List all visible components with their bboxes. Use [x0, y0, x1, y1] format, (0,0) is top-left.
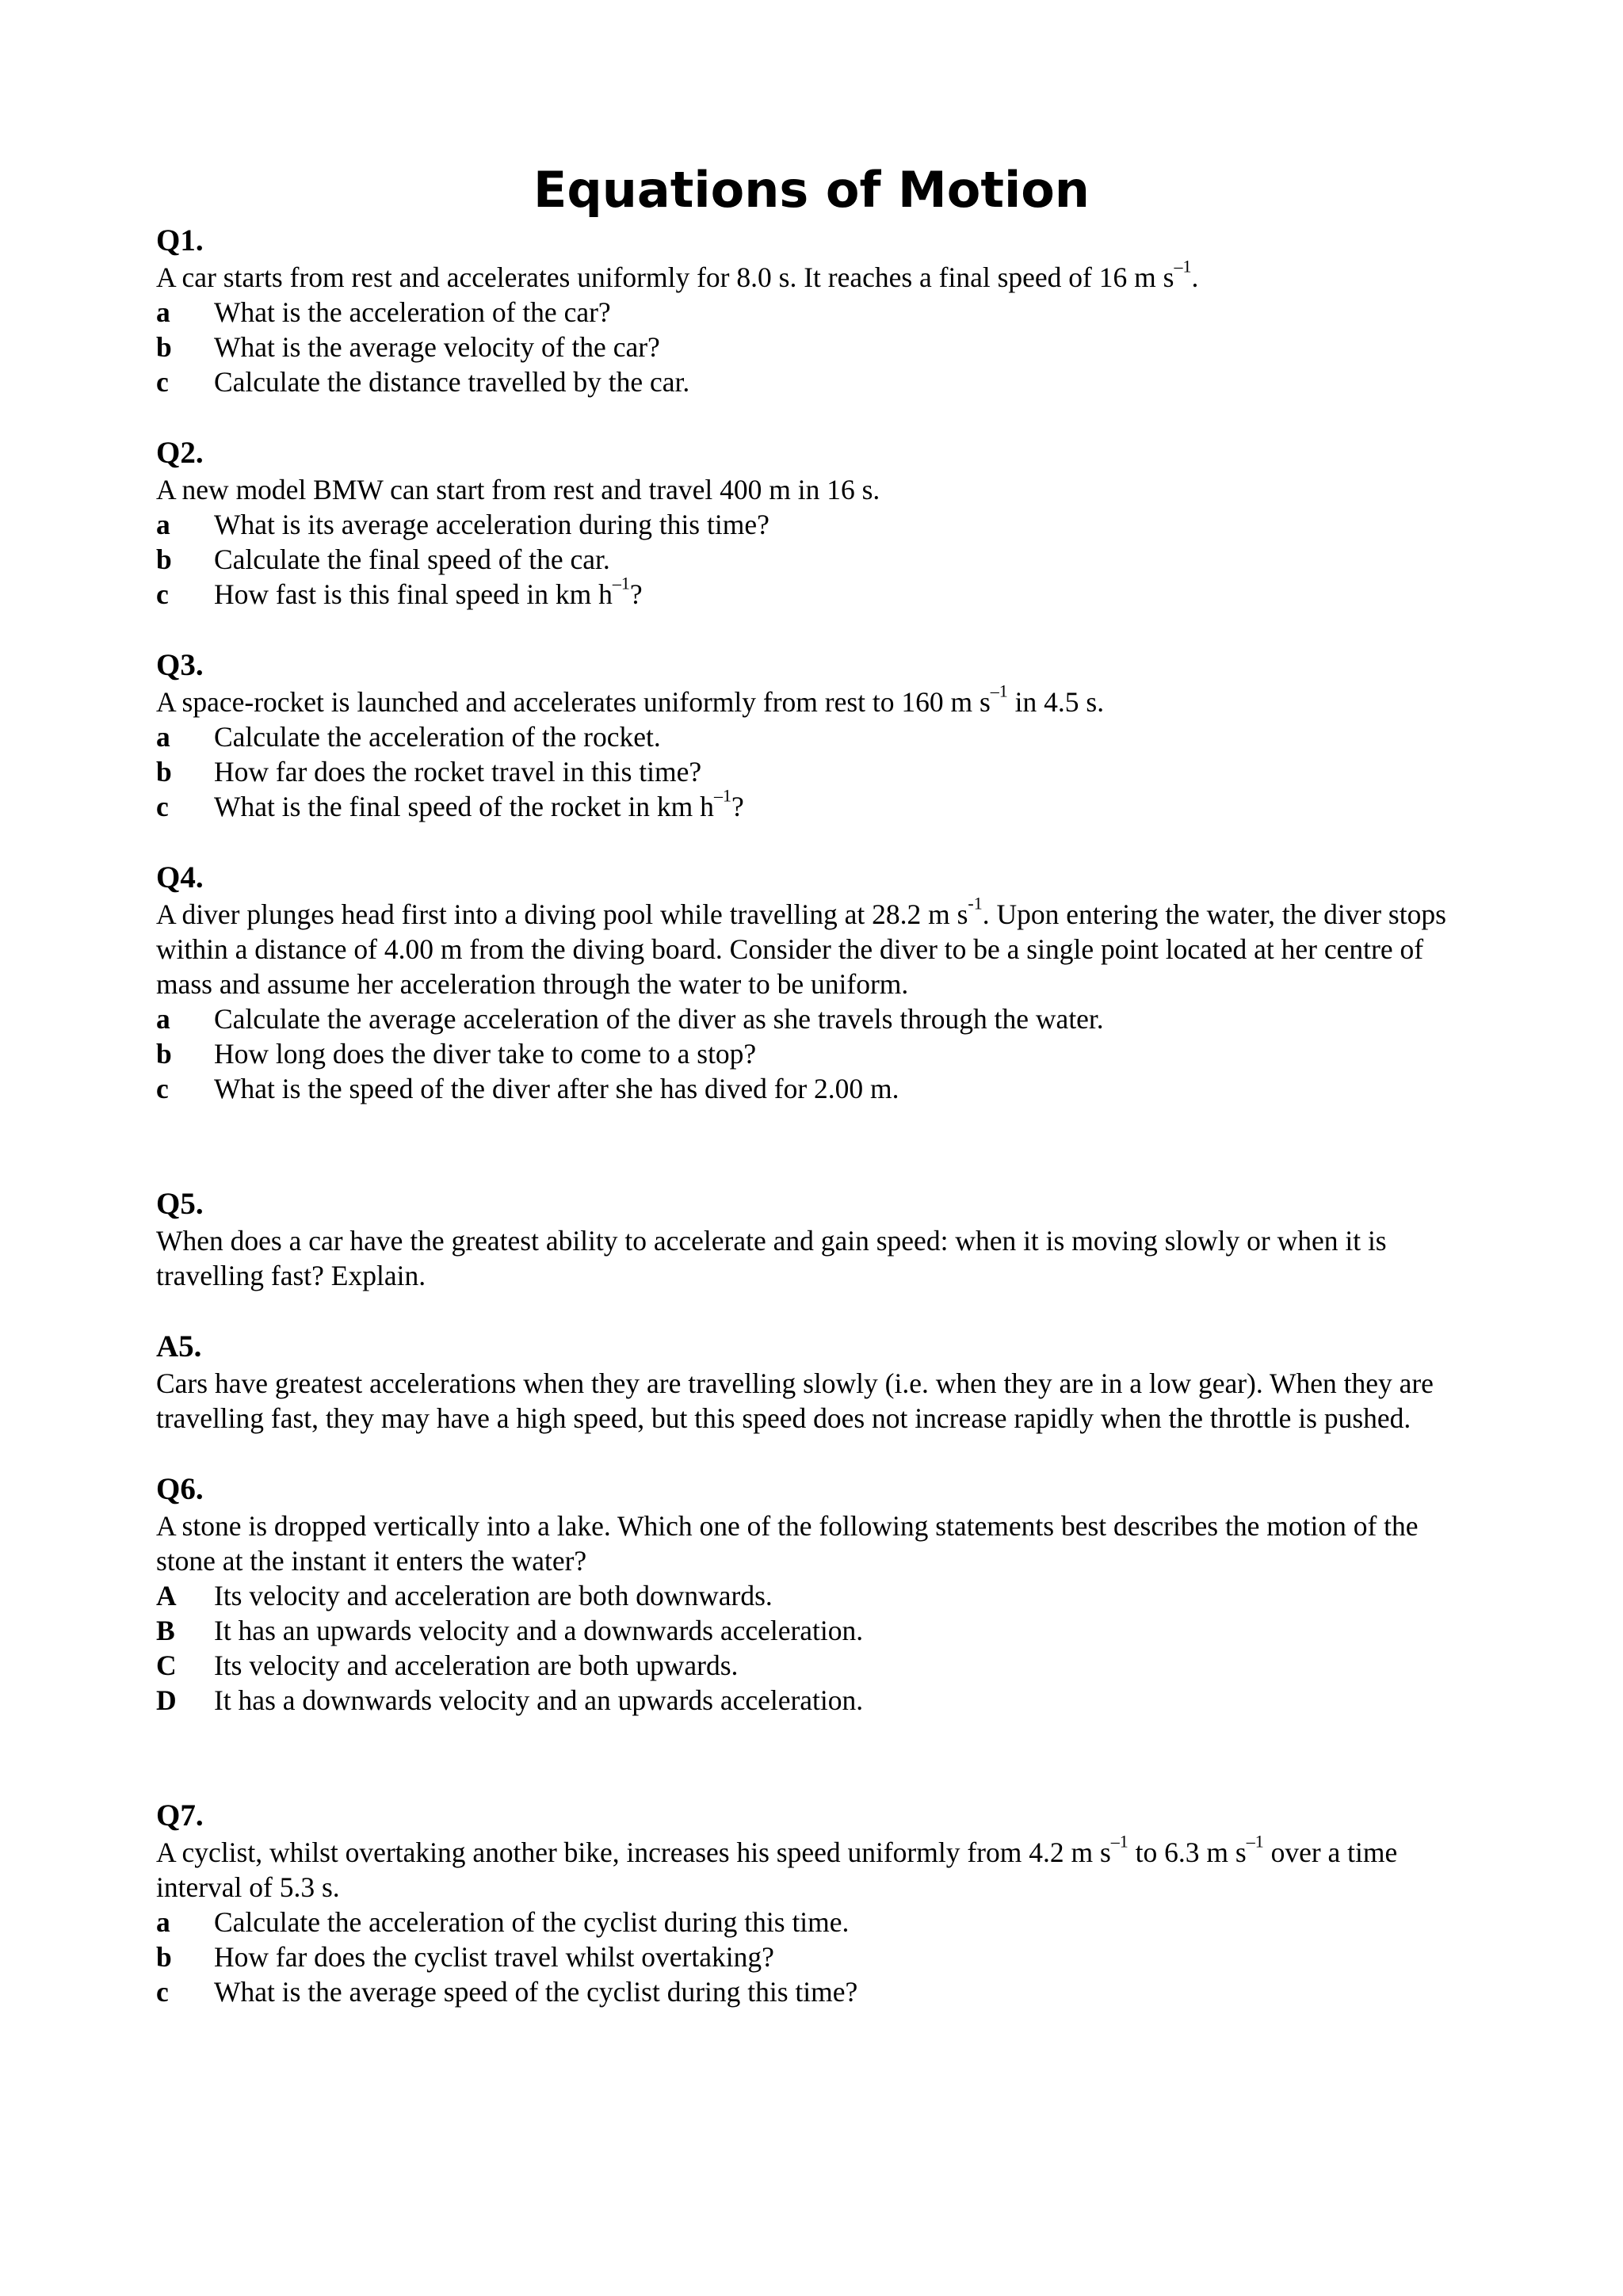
- part-text: Calculate the final speed of the car.: [214, 543, 610, 575]
- part-text-segment: What is the final speed of the rocket in km h: [214, 791, 714, 822]
- superscript: –1: [713, 785, 731, 806]
- part-text: How long does the diver take to come to a stop?: [214, 1038, 757, 1070]
- answer-option: [156, 1578, 1476, 1613]
- option-letter: C: [156, 1650, 177, 1681]
- part-letter: a: [156, 1003, 170, 1035]
- part-letter: a: [156, 509, 170, 540]
- option-text: Its velocity and acceleration are both downwards.: [214, 1580, 773, 1611]
- part-text-segment: ?: [629, 578, 643, 610]
- superscript: –1: [990, 681, 1008, 701]
- question-stem: [156, 1831, 1476, 1905]
- part-letter: b: [156, 331, 172, 363]
- part-text: Calculate the distance travelled by the car.: [214, 366, 690, 398]
- question-1: [156, 222, 1476, 399]
- part-letter: b: [156, 1038, 172, 1070]
- part-letter: b: [156, 543, 172, 575]
- question-heading: Q3.: [156, 648, 204, 682]
- part-text-segment: ?: [731, 791, 744, 822]
- option-text: It has a downwards velocity and an upwards acceleration.: [214, 1684, 864, 1716]
- part-letter: c: [156, 1073, 169, 1104]
- question-heading: Q1.: [156, 223, 204, 257]
- part-text: Calculate the acceleration of the cyclist during this time.: [214, 1906, 850, 1938]
- question-heading: Q7.: [156, 1798, 204, 1833]
- question-part: [156, 542, 1476, 577]
- question-part: [156, 1036, 1476, 1071]
- question-part: [156, 507, 1476, 542]
- question-heading: Q4.: [156, 860, 204, 894]
- stem-text: in 4.5 s.: [1007, 686, 1105, 718]
- answer-option: [156, 1648, 1476, 1683]
- part-letter: a: [156, 296, 170, 328]
- part-letter: b: [156, 756, 172, 788]
- question-part: [156, 295, 1476, 330]
- question-stem: A new model BMW can start from rest and travel 400 m in 16 s.: [156, 474, 880, 505]
- question-stem: When does a car have the greatest ability to accelerate and gain speed: when it is moving slowly or when it is travelling fast? Explain.: [156, 1225, 1387, 1291]
- part-text: How far does the rocket travel in this time?: [214, 756, 702, 788]
- part-text: What is the average speed of the cyclist during this time?: [214, 1976, 858, 2008]
- question-part: [156, 785, 1476, 824]
- question-part: [156, 1001, 1476, 1036]
- question-part: [156, 1939, 1476, 1974]
- question-stem: [156, 893, 1476, 1001]
- question-heading: Q6.: [156, 1472, 204, 1506]
- question-part: [156, 364, 1476, 399]
- part-letter: c: [156, 578, 169, 610]
- part-text: How far does the cyclist travel whilst overtaking?: [214, 1941, 774, 1973]
- stem-text: .: [1191, 261, 1199, 293]
- part-text-segment: How fast is this final speed in km h: [214, 578, 613, 610]
- answer-heading: A5.: [156, 1329, 202, 1363]
- superscript: -1: [968, 893, 983, 913]
- question-stem: [156, 256, 1476, 295]
- question-part: [156, 754, 1476, 789]
- question-7: [156, 1797, 1476, 2009]
- part-text: What is the acceleration of the car?: [214, 296, 611, 328]
- part-text: Calculate the acceleration of the rocket.: [214, 721, 661, 753]
- question-3: [156, 646, 1476, 824]
- question-heading: Q2.: [156, 436, 204, 470]
- question-6: [156, 1470, 1476, 1718]
- superscript: –1: [1174, 256, 1192, 277]
- answer-option: [156, 1613, 1476, 1648]
- option-text: It has an upwards velocity and a downwards acceleration.: [214, 1615, 864, 1646]
- question-part: [156, 330, 1476, 364]
- question-stem: [156, 681, 1476, 719]
- answer-text: Cars have greatest accelerations when they are travelling slowly (i.e. when they are in a low gear). When they are travelling fast, they may have a high speed, but this speed does not increase rapidly when the throttle is pushed.: [156, 1367, 1434, 1434]
- part-letter: c: [156, 791, 169, 822]
- part-text: [214, 785, 744, 824]
- worksheet-content: [156, 222, 1476, 2044]
- part-letter: c: [156, 1976, 169, 2008]
- question-heading: Q5.: [156, 1187, 204, 1221]
- answer-option: [156, 1683, 1476, 1718]
- question-5: [156, 1185, 1476, 1293]
- question-4: [156, 859, 1476, 1106]
- question-part: [156, 719, 1476, 754]
- part-text: Calculate the average acceleration of the diver as she travels through the water.: [214, 1003, 1104, 1035]
- stem-text: . Upon entering the water, the diver stops within a distance of 4.00 m from the diving board. Consider the diver to be a single point located at her centre of mass and assume her acceleration through the water to be uniform.: [156, 898, 1446, 1000]
- part-text: [214, 573, 643, 612]
- stem-text: A cyclist, whilst overtaking another bike, increases his speed uniformly from 4.2 m s: [156, 1836, 1111, 1868]
- question-stem: A stone is dropped vertically into a lake. Which one of the following statements best describes the motion of the stone at the instant it enters the water?: [156, 1510, 1419, 1577]
- stem-text: A space-rocket is launched and accelerates uniformly from rest to 160 m s: [156, 686, 991, 718]
- question-part: [156, 573, 1476, 612]
- question-2: [156, 434, 1476, 612]
- option-letter: B: [156, 1615, 175, 1646]
- option-letter: D: [156, 1684, 177, 1716]
- option-text: Its velocity and acceleration are both upwards.: [214, 1650, 739, 1681]
- part-letter: a: [156, 721, 170, 753]
- superscript: –1: [1110, 1831, 1128, 1852]
- part-text: What is the speed of the diver after she has dived for 2.00 m.: [214, 1073, 899, 1104]
- part-letter: b: [156, 1941, 172, 1973]
- stem-text: over a time interval of 5.3 s.: [156, 1836, 1398, 1903]
- question-part: [156, 1071, 1476, 1106]
- question-part: [156, 1974, 1476, 2009]
- superscript: –1: [612, 573, 630, 593]
- page-title: Equations of Motion: [533, 161, 1090, 219]
- option-letter: A: [156, 1580, 177, 1611]
- part-text: What is its average acceleration during this time?: [214, 509, 769, 540]
- question-part: [156, 1905, 1476, 1939]
- superscript: –1: [1246, 1831, 1264, 1852]
- stem-text: to 6.3 m s: [1128, 1836, 1247, 1868]
- stem-text: A diver plunges head first into a diving pool while travelling at 28.2 m s: [156, 898, 968, 930]
- part-letter: a: [156, 1906, 170, 1938]
- stem-text: A car starts from rest and accelerates uniformly for 8.0 s. It reaches a final speed of 16 m s: [156, 261, 1174, 293]
- part-letter: c: [156, 366, 169, 398]
- answer-5: [156, 1328, 1476, 1436]
- part-text: What is the average velocity of the car?: [214, 331, 660, 363]
